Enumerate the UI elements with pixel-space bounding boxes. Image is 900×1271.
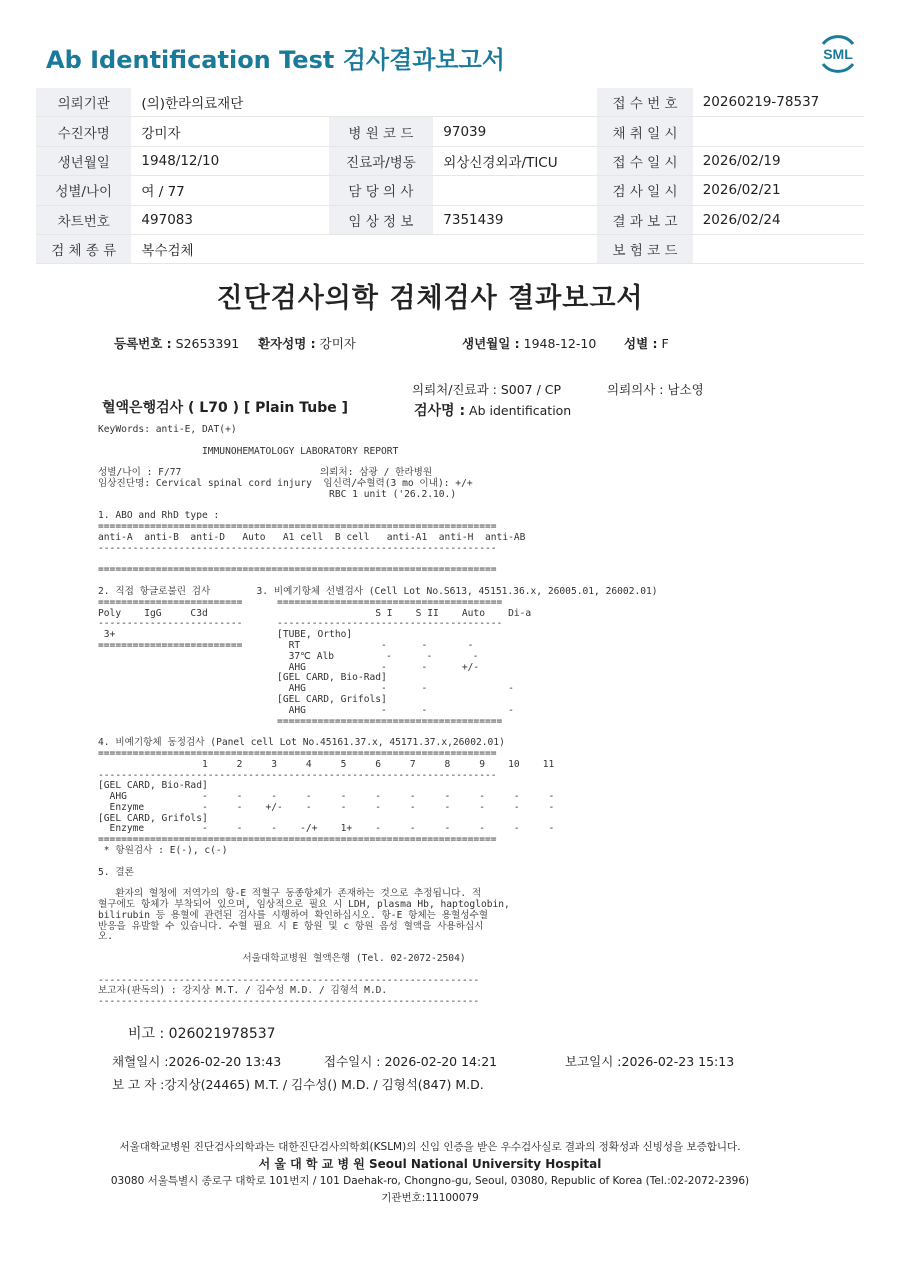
- info-value: 497083: [131, 205, 328, 234]
- info-value: 2026/02/21: [693, 176, 864, 205]
- test-group: 혈액은행검사 ( L70 ) [ Plain Tube ]: [102, 400, 349, 416]
- svg-text:SML: SML: [823, 46, 853, 62]
- birth-date: 생년월일 : 1948-12-10: [462, 336, 597, 351]
- lab-report-body: KeyWords: anti-E, DAT(+) IMMUNOHEMATOLOGY LABORATORY REPORT 성별/나이 : F/77 의뢰처: 삼광 / 한라병원 임상진단명: Cervical spinal cord injury 임신력/수혈력(3 mo 이내): +/+ RBC 1 unit ('26.2.10.) 1. ABO and RhD type : ===================================================================== anti-A anti-B anti-D Auto A1 cell B cell anti-A1 anti-H anti-AB --------------------------------------------------------------------- ===================================================================== 2. 직접 항글로불린 검사 3. 비예기항체 선별검사 (Cell Lot No.S613, 45151.36.x, 26005.01, 26002.01) ========================= ======================================= Poly IgG C3d S I S II Auto Di-a ------------------------- --------------------------------------- 3+ [TUBE, Ortho] ========================= RT - - - 37℃ Alb - - - AHG - - +/- [GEL CARD, Bio-Rad] AHG - - - [GEL CARD, Grifols] AHG - - - ======================================= 4. 비예기항체 동정검사 (Panel cell Lot No.45161.37.x, 45171.37.x,26002.01) ===================================================================== 1 2 3 4 5 6 7 8 9 10 11 --------------------------------------------------------------------- [GEL CARD, Bio-Rad] AHG - - - - - - - - - - - Enzyme - - +/- - - - - - - - - [GEL CARD, Grifols] Enzyme - - - -/+ 1+ - - - - - - ===================================================================== * 항원검사 : E(-), c(-) 5. 결론 환자의 혈청에 저역가의 항-E 적혈구 동종항체가 존재하는 것으로 추정됩니다. 적 혈구에도 항체가 부착되어 있으며, 임상적으로 필요 시 LDH, plasma Hb, haptoglobin, bilirubin 등 용혈에 관련된 검사를 시행하여 확인하십시오. 항-E 항체는 용혈성수혈 반응을 유발할 수 있습니다. 수혈 필요 시 E 항원 및 c 항원 음성 혈액을 사용하십시 오. 서울대학교병원 혈액은행 (Tel. 02-2072-2504) ------------------------------------------------------------------ 보고자(판독의) : 강지상 M.T. / 김수성 M.D. / 김형석 M.D. ------------------------------------------------------------------: [98, 424, 658, 1008]
- info-value: 1948/12/10: [131, 146, 328, 175]
- info-value: 20260219-78537: [693, 88, 864, 117]
- certification-note: 서울대학교병원 진단검사의학과는 대한진단검사의학회(KSLM)의 신임 인증을 받은 우수검사실로 결과의 정확성과 신빙성을 보증합니다.: [119, 1141, 741, 1153]
- report-time: 보고일시 :2026-02-23 15:13: [565, 1054, 735, 1069]
- info-value: 외상신경외과/TICU: [433, 146, 597, 175]
- hospital-address: 03080 서울특별시 종로구 대학로 101번지 / 101 Daehak-ro, Chongno-gu, Seoul, 03080, Republic of Korea (Tel.:02-2072-2396): [110, 1175, 750, 1187]
- dept: 의뢰처/진료과 : S007 / CP: [412, 382, 562, 397]
- info-row: [36, 205, 864, 234]
- hospital-name: 서 울 대 학 교 병 원 Seoul National University Hospital: [258, 1157, 602, 1171]
- info-label: 성별/나이: [36, 176, 131, 205]
- sml-logo: [815, 30, 861, 76]
- info-label: 차트번호: [36, 205, 131, 234]
- info-value: 2026/02/24: [693, 205, 864, 234]
- test-name: 검사명 : Ab identification: [414, 403, 572, 419]
- info-value: 2026/02/19: [693, 146, 864, 175]
- info-label: 채 취 일 시: [597, 117, 692, 146]
- info-label: 보 험 코 드: [597, 234, 692, 263]
- info-label: 진료과/병동: [329, 146, 434, 175]
- info-label: [329, 88, 434, 117]
- info-value: 복수검체: [131, 234, 328, 263]
- info-label: 수진자명: [36, 117, 131, 146]
- patient-sex: 성별 : F: [624, 336, 669, 351]
- info-value: 여 / 77: [131, 176, 328, 205]
- info-label: 접 수 번 호: [597, 88, 692, 117]
- info-value: [433, 234, 597, 263]
- info-label: 접 수 일 시: [597, 146, 692, 175]
- info-row: [36, 88, 864, 117]
- patient-name: 환자성명 : 강미자: [258, 336, 356, 351]
- info-label: 검 사 일 시: [597, 176, 692, 205]
- info-value: [693, 234, 864, 263]
- receipt-time: 접수일시 : 2026-02-20 14:21: [324, 1054, 498, 1069]
- info-label: 결 과 보 고: [597, 205, 692, 234]
- doctor: 의뢰의사 : 남소영: [607, 382, 704, 397]
- info-row: [36, 234, 864, 263]
- info-label: 임 상 정 보: [329, 205, 434, 234]
- reporters: 보 고 자 :강지상(24465) M.T. / 김수성() M.D. / 김형석(847) M.D.: [112, 1077, 484, 1092]
- info-row: [36, 117, 864, 146]
- info-label: 담 당 의 사: [329, 176, 434, 205]
- info-label: [329, 234, 434, 263]
- info-row: [36, 146, 864, 175]
- patient-info-table: [36, 88, 864, 264]
- institution-number: 기관번호:11100079: [381, 1192, 479, 1204]
- info-value: [693, 117, 864, 146]
- remark: 비고 : 026021978537: [128, 1026, 276, 1042]
- info-label: 의뢰기관: [36, 88, 131, 117]
- info-value: (의)한라의료재단: [131, 88, 328, 117]
- registration-number: 등록번호 : S2653391: [114, 336, 240, 351]
- info-label: 생년월일: [36, 146, 131, 175]
- info-row: [36, 176, 864, 205]
- document-title: Ab Identification Test 검사결과보고서: [46, 46, 505, 74]
- info-value: 강미자: [131, 117, 328, 146]
- info-value: [433, 88, 597, 117]
- info-value: 97039: [433, 117, 597, 146]
- report-title: 진단검사의학 검체검사 결과보고서: [216, 283, 644, 314]
- collection-time: 채혈일시 :2026-02-20 13:43: [112, 1054, 282, 1069]
- info-label: 검 체 종 류: [36, 234, 131, 263]
- info-value: 7351439: [433, 205, 597, 234]
- info-label: 병 원 코 드: [329, 117, 434, 146]
- info-value: [433, 176, 597, 205]
